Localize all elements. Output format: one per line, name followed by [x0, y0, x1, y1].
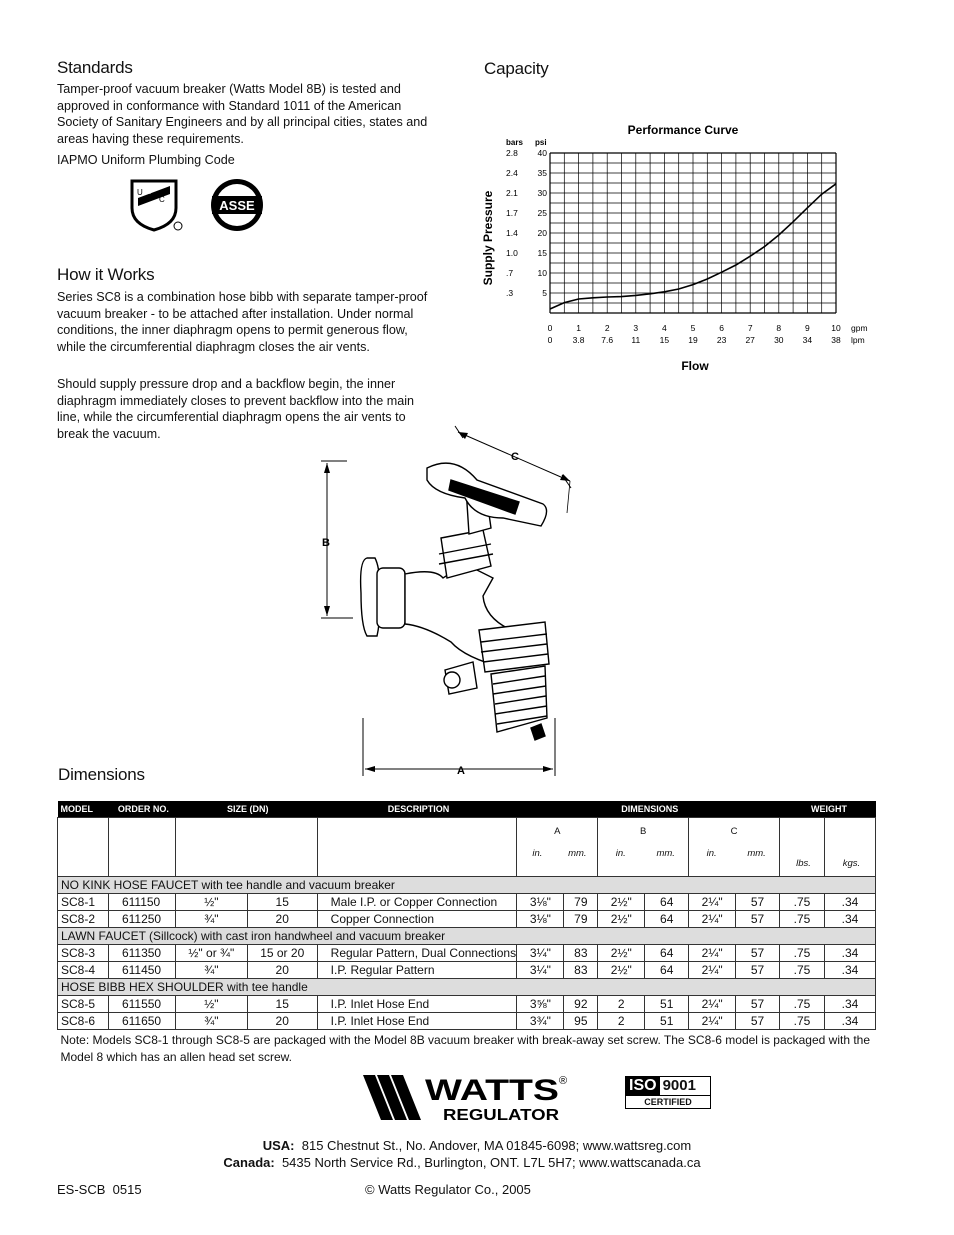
- chart-y-tick-psi: 40: [537, 148, 547, 158]
- table-cell: 2½": [598, 962, 645, 979]
- standards-paragraph: Tamper-proof vacuum breaker (Watts Model 8B) is tested and approved in conformance with Standard 1011 of the American Society of Sanitary Engineers and by all principal cities, states and areas having these requirements.: [57, 82, 428, 146]
- chart-y-unit-bars: bars: [506, 138, 523, 147]
- chart-x-tick-gpm: 6: [719, 323, 724, 333]
- chart-y-tick-psi: 15: [537, 248, 547, 258]
- table-cell: 15 or 20: [247, 945, 317, 962]
- table-header-row: [58, 801, 876, 818]
- table-cell: 15: [247, 996, 317, 1013]
- table-cell: .34: [824, 996, 875, 1013]
- table-cell: 3¾": [517, 1013, 564, 1030]
- iso-label: ISO: [626, 1077, 660, 1095]
- chart-y-tick-bars: 2.8: [506, 148, 518, 158]
- dimension-a: [363, 718, 555, 777]
- table-row: [58, 962, 876, 979]
- table-cell: 2¼": [689, 996, 736, 1013]
- table-cell: 20: [247, 962, 317, 979]
- dimension-c-label: C: [511, 451, 519, 463]
- table-cell: 20: [247, 911, 317, 928]
- table-cell: .75: [780, 1013, 825, 1030]
- table-cell: 20: [247, 1013, 317, 1030]
- chart-title: Performance Curve: [627, 123, 739, 137]
- table-cell: 64: [645, 962, 689, 979]
- chart-y-tick-psi: 30: [537, 188, 547, 198]
- chart-y-tick-psi: 5: [542, 288, 547, 298]
- table-cell: SC8-3: [58, 945, 109, 962]
- table-cell: 92: [564, 996, 598, 1013]
- chart-x-unit-lpm: lpm: [851, 335, 865, 345]
- document-id: ES-SCB 0515: [57, 1182, 142, 1197]
- table-cell: 611150: [108, 894, 175, 911]
- iso-number: 9001: [662, 1077, 696, 1094]
- table-cell: Regular Pattern, Dual Connections: [317, 945, 517, 962]
- table-cell: 95: [564, 1013, 598, 1030]
- faucet-diagram: [315, 418, 575, 780]
- dim-col-b: B in. mm.: [598, 818, 689, 877]
- table-cell: 83: [564, 962, 598, 979]
- table-cell: Male I.P. or Copper Connection: [317, 894, 517, 911]
- asse-logo: [208, 177, 266, 233]
- table-cell: 2¼": [689, 962, 736, 979]
- chart-y-tick-bars: 1.7: [506, 208, 518, 218]
- table-cell: .34: [824, 1013, 875, 1030]
- header-weight: WEIGHT: [780, 801, 876, 818]
- chart-x-tick-gpm: 10: [831, 323, 841, 333]
- table-row: [58, 945, 876, 962]
- table-cell: ¾": [175, 1013, 247, 1030]
- header-description: DESCRIPTION: [317, 801, 517, 818]
- iso-certified: CERTIFIED: [644, 1097, 692, 1107]
- table-cell: 611650: [108, 1013, 175, 1030]
- chart-x-tick-lpm: 3.8: [572, 335, 585, 345]
- table-cell: SC8-1: [58, 894, 109, 911]
- table-cell: .34: [824, 894, 875, 911]
- table-cell: I.P. Regular Pattern: [317, 962, 517, 979]
- table-cell: 2¼": [689, 945, 736, 962]
- chart-y-axis-label: Supply Pressure: [481, 190, 495, 286]
- table-cell: SC8-6: [58, 1013, 109, 1030]
- dimension-b-label: B: [322, 537, 330, 549]
- chart-y-tick-psi: 20: [537, 228, 547, 238]
- table-section-row: [58, 877, 876, 894]
- chart-x-tick-lpm: 34: [802, 335, 813, 345]
- section-title: NO KINK HOSE FAUCET with tee handle and vacuum breaker: [58, 877, 876, 894]
- table-cell: 51: [645, 1013, 689, 1030]
- table-cell: 3⅝": [517, 996, 564, 1013]
- table-cell: 2¼": [689, 911, 736, 928]
- table-cell: I.P. Inlet Hose End: [317, 1013, 517, 1030]
- section-title: HOSE BIBB HEX SHOULDER with tee handle: [58, 979, 876, 996]
- upc-logo: [128, 178, 186, 234]
- table-cell: 57: [736, 911, 780, 928]
- unit-lbs: lbs.: [780, 818, 825, 877]
- table-cell: .75: [780, 945, 825, 962]
- footer-canada-label: Canada:: [223, 1155, 275, 1170]
- table-cell: SC8-4: [58, 962, 109, 979]
- header-order-no: ORDER NO.: [108, 801, 175, 818]
- dim-col-c: C in. mm.: [689, 818, 780, 877]
- header-dimensions: DIMENSIONS: [517, 801, 780, 818]
- table-cell: 64: [645, 894, 689, 911]
- dimensions-heading: Dimensions: [58, 765, 145, 784]
- chart-x-tick-lpm: 11: [631, 335, 641, 345]
- footer-canada-address: 5435 North Service Rd., Burlington, ONT. L7L 5H7; www.wattscanada.ca: [281, 1155, 701, 1170]
- chart-x-tick-lpm: 7.6: [601, 335, 614, 345]
- table-cell: 51: [645, 996, 689, 1013]
- table-cell: 2: [598, 1013, 645, 1030]
- chart-y-tick-bars: 2.1: [506, 188, 518, 198]
- table-cell: 611350: [108, 945, 175, 962]
- iso-9001-logo: [625, 1076, 711, 1109]
- chart-y-tick-psi: 35: [537, 168, 547, 178]
- chart-y-tick-bars: .7: [506, 268, 514, 278]
- chart-y-tick-bars: .3: [506, 288, 514, 298]
- table-cell: 2½": [598, 911, 645, 928]
- watts-logo-registered: ®: [559, 1075, 568, 1087]
- table-cell: .34: [824, 911, 875, 928]
- how-it-works-paragraph-2: Should supply pressure drop and a backflow begin, the inner diaphragm immediately closes to prevent backflow into the main line, while the circumferential diaphragm opens the air vents to break the vacuum.: [57, 377, 414, 441]
- chart-x-tick-gpm: 8: [776, 323, 782, 333]
- table-cell: .75: [780, 962, 825, 979]
- table-cell: 3⅛": [517, 911, 564, 928]
- table-cell: ¾": [175, 962, 247, 979]
- chart-x-tick-gpm: 1: [576, 323, 581, 333]
- upc-letter-c: C: [159, 195, 165, 204]
- table-cell: .75: [780, 911, 825, 928]
- dim-col-a: A in. mm.: [517, 818, 598, 877]
- chart-x-tick-gpm: 4: [662, 323, 667, 333]
- watts-logo: [363, 1072, 573, 1124]
- footer-usa-label: USA:: [262, 1138, 295, 1153]
- chart-x-tick-gpm: 3: [633, 323, 639, 333]
- chart-x-tick-lpm: 27: [745, 335, 755, 345]
- table-cell: 2¼": [689, 894, 736, 911]
- footer-canada: [0, 1155, 924, 1170]
- standards-code: IAPMO Uniform Plumbing Code: [57, 153, 235, 167]
- table-cell: 3¼": [517, 962, 564, 979]
- table-cell: 79: [564, 911, 598, 928]
- dimension-a-label: A: [457, 765, 465, 777]
- table-cell: 611550: [108, 996, 175, 1013]
- standards-heading: Standards: [57, 58, 133, 77]
- chart-y-tick-bars: 1.0: [506, 248, 518, 258]
- table-cell: 2: [598, 996, 645, 1013]
- table-cell: ½": [175, 894, 247, 911]
- header-model: MODEL: [58, 801, 109, 818]
- table-row: [58, 894, 876, 911]
- upc-letter-p: P: [149, 187, 155, 196]
- chart-x-tick-lpm: 30: [774, 335, 784, 345]
- table-cell: 611450: [108, 962, 175, 979]
- chart-y-tick-psi: 10: [537, 268, 547, 278]
- table-row: [58, 996, 876, 1013]
- table-cell: 611250: [108, 911, 175, 928]
- table-cell: .75: [780, 894, 825, 911]
- table-cell: 3⅛": [517, 894, 564, 911]
- table-subheader-row: [58, 818, 876, 877]
- chart-x-tick-gpm: 0: [547, 323, 553, 333]
- footer-usa-address: 815 Chestnut St., No. Andover, MA 01845-6098; www.wattsreg.com: [301, 1138, 692, 1153]
- footer-usa: [0, 1138, 954, 1153]
- chart-x-tick-lpm: 19: [688, 335, 698, 345]
- chart-x-tick-lpm: 15: [659, 335, 670, 345]
- asse-text: ASSE: [219, 198, 255, 213]
- chart-y-tick-bars: 2.4: [506, 168, 518, 178]
- dimension-b: [321, 461, 353, 618]
- table-cell: .34: [824, 945, 875, 962]
- section-title: LAWN FAUCET (Sillcock) with cast iron handwheel and vacuum breaker: [58, 928, 876, 945]
- table-cell: 2½": [598, 894, 645, 911]
- table-cell: I.P. Inlet Hose End: [317, 996, 517, 1013]
- watts-logo-bottom: REGULATOR: [443, 1107, 560, 1124]
- chart-y-tick-bars: 1.4: [506, 228, 518, 238]
- table-section-row: [58, 979, 876, 996]
- chart-x-tick-gpm: 2: [604, 323, 610, 333]
- table-cell: 64: [645, 945, 689, 962]
- table-cell: Copper Connection: [317, 911, 517, 928]
- performance-curve-chart: [476, 118, 886, 383]
- table-cell: ¾": [175, 911, 247, 928]
- how-it-works-heading: How it Works: [57, 265, 155, 284]
- table-section-row: [58, 928, 876, 945]
- watts-logo-top: WATTS: [425, 1074, 559, 1107]
- faucet-body: [361, 463, 549, 740]
- table-cell: 57: [736, 996, 780, 1013]
- table-cell: 79: [564, 894, 598, 911]
- chart-x-tick-gpm: 9: [805, 323, 810, 333]
- chart-x-tick-lpm: 38: [831, 335, 841, 345]
- capacity-heading: Capacity: [484, 59, 549, 78]
- how-it-works-paragraph-1: Series SC8 is a combination hose bibb with separate tamper-proof vacuum breaker - to be attached after installation. Under normal conditions, the inner diaphragm opens to permit generous flow, while the circumferential diaphragm closes the air vents.: [57, 290, 428, 354]
- chart-y-unit-psi: psi: [535, 138, 547, 147]
- table-cell: 15: [247, 894, 317, 911]
- table-cell: 2½": [598, 945, 645, 962]
- upc-letter-u: U: [137, 188, 143, 197]
- table-cell: .75: [780, 996, 825, 1013]
- table-cell: 57: [736, 1013, 780, 1030]
- table-cell: 57: [736, 894, 780, 911]
- table-cell: 57: [736, 945, 780, 962]
- unit-kgs: kgs.: [824, 818, 875, 877]
- chart-x-tick-gpm: 7: [747, 323, 753, 333]
- copyright: © Watts Regulator Co., 2005: [365, 1182, 531, 1197]
- table-note: Note: Models SC8-1 through SC8-5 are packaged with the Model 8B vacuum breaker with break-away set screw. The SC8-6 model is packaged with the Model 8 which has an allen head set screw.: [60, 1033, 871, 1064]
- table-cell: ½" or ¾": [175, 945, 247, 962]
- table-cell: SC8-5: [58, 996, 109, 1013]
- chart-x-unit-gpm: gpm: [851, 323, 868, 333]
- table-cell: 64: [645, 911, 689, 928]
- table-cell: SC8-2: [58, 911, 109, 928]
- table-cell: .34: [824, 962, 875, 979]
- chart-x-tick-lpm: 23: [716, 335, 727, 345]
- table-cell: 3¼": [517, 945, 564, 962]
- chart-x-tick-gpm: 5: [690, 323, 696, 333]
- chart-x-axis-label: Flow: [681, 359, 709, 373]
- table-row: [58, 911, 876, 928]
- table-cell: 2¼": [689, 1013, 736, 1030]
- table-row: [58, 1013, 876, 1030]
- table-cell: 57: [736, 962, 780, 979]
- header-size: SIZE (DN): [175, 801, 317, 818]
- chart-x-tick-lpm: 0: [547, 335, 553, 345]
- dimensions-table: [57, 801, 876, 1066]
- chart-y-tick-psi: 25: [537, 208, 547, 218]
- table-cell: 83: [564, 945, 598, 962]
- table-cell: ½": [175, 996, 247, 1013]
